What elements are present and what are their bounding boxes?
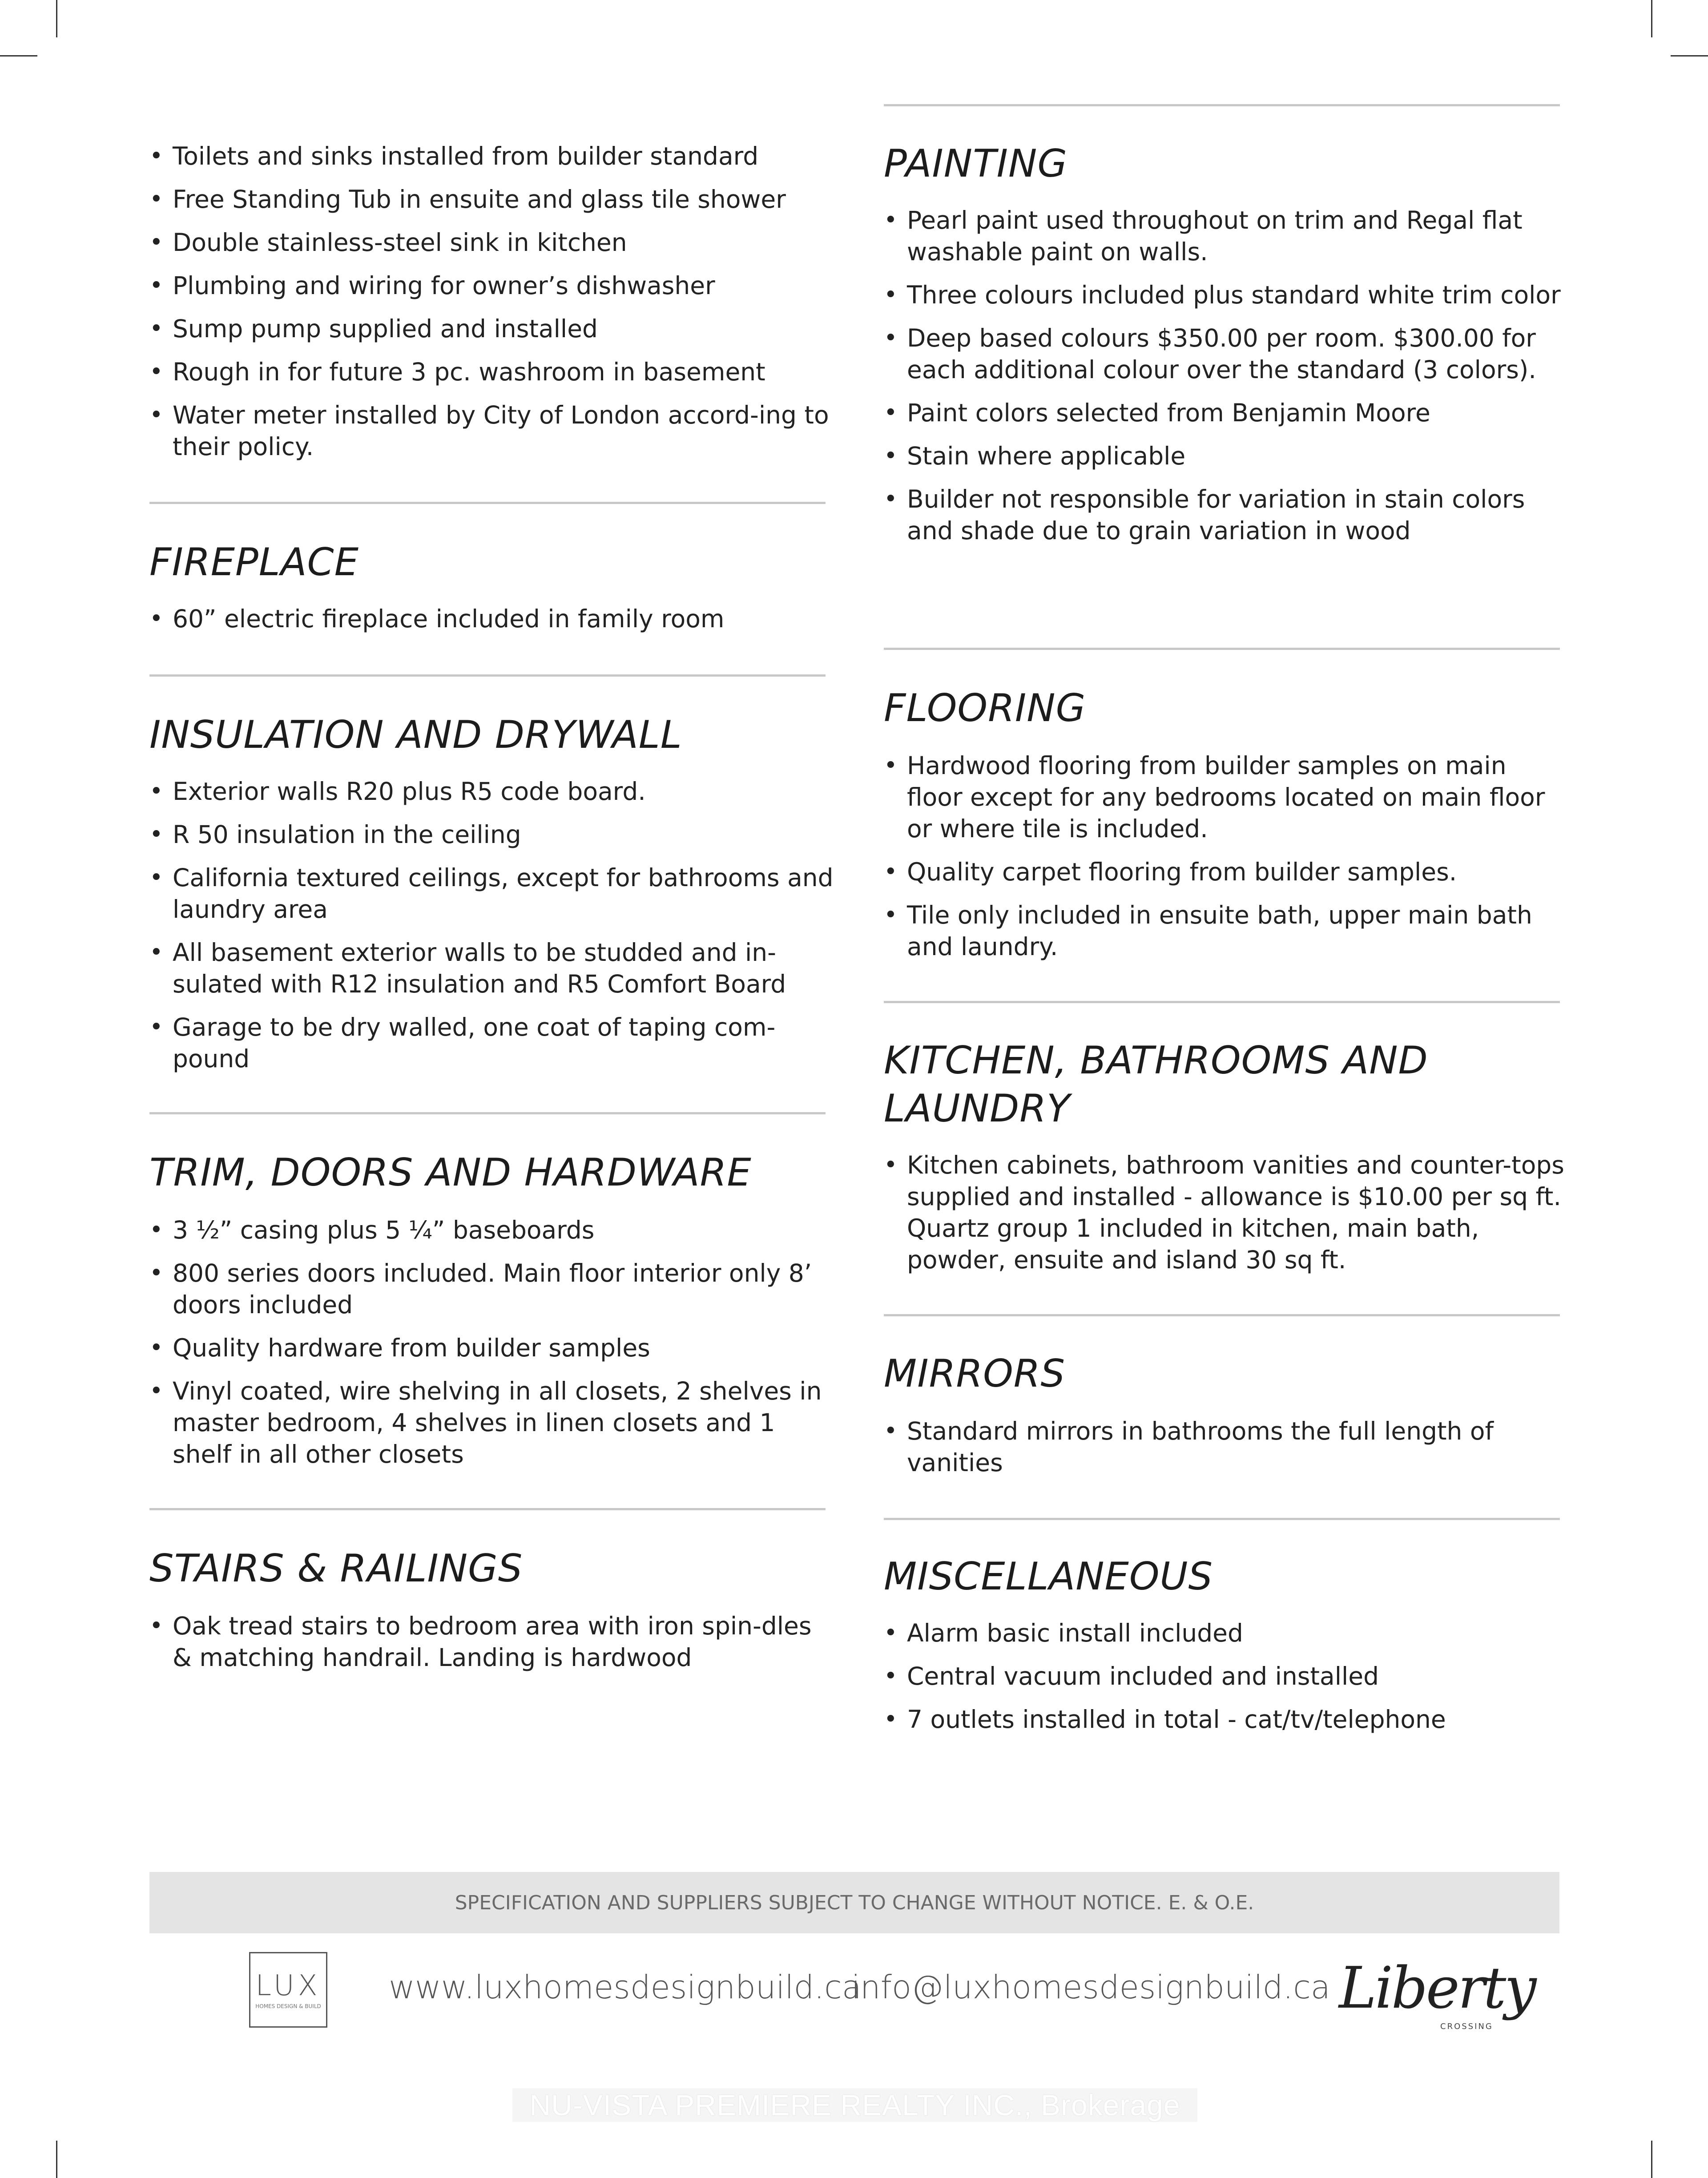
misc-list (884, 1617, 1569, 1747)
trim-list (149, 1214, 834, 1482)
plumbing-list (149, 141, 834, 474)
list-item: • Free Standing Tub in ensuite and glass tile shower (149, 184, 834, 215)
list-item: • California textured ceilings, except for bathrooms and laundry area (149, 862, 834, 925)
crop-mark (56, 0, 57, 37)
list-item: • Quality hardware from builder samples (149, 1332, 834, 1364)
list-item: • All basement exterior walls to be studded and in-sulated with R12 insulation and R5 Comfort Board (149, 937, 834, 1000)
lux-logo-tagline: HOMES DESIGN & BUILD (255, 2003, 321, 2009)
mirrors-list (884, 1416, 1569, 1490)
list-item: • Hardwood flooring from builder samples on main floor except for any bedrooms located on main floor or where tile is included. (884, 750, 1569, 845)
list-item: • Deep based colours $350.00 per room. $300.00 for each additional colour over the standard (3 colors). (884, 323, 1569, 386)
insulation-heading: INSULATION AND DRYWALL (149, 713, 682, 757)
stairs-heading: STAIRS & RAILINGS (149, 1546, 523, 1591)
list-item: • Quality carpet flooring from builder samples. (884, 856, 1569, 888)
list-item: • Stain where applicable (884, 440, 1569, 472)
flooring-list (884, 750, 1569, 974)
crop-mark (1671, 55, 1708, 56)
list-item: • Vinyl coated, wire shelving in all closets, 2 shelves in master bedroom, 4 shelves in linen closets and 1 shelf in all other closets (149, 1375, 834, 1470)
list-item: • Builder not responsible for variation in stain colors and shade due to grain variation in wood (884, 484, 1569, 547)
liberty-logo-sub: CROSSING (1440, 2022, 1493, 2031)
crop-mark (1651, 2141, 1652, 2178)
list-item: • Sump pump supplied and installed (149, 313, 834, 345)
crop-mark (1651, 0, 1652, 37)
list-item: • 60” electric fireplace included in family room (149, 603, 834, 635)
lux-logo (249, 1952, 327, 2028)
email-link[interactable]: info@luxhomesdesignbuild.ca (851, 1968, 1330, 2006)
painting-list (884, 205, 1569, 558)
list-item: • Exterior walls R20 plus R5 code board. (149, 776, 834, 807)
list-item: • 800 series doors included. Main floor interior only 8’ doors included (149, 1258, 834, 1321)
trim-heading: TRIM, DOORS AND HARDWARE (149, 1150, 752, 1195)
misc-heading: MISCELLANEOUS (884, 1554, 1213, 1599)
watermark-text: NU-VISTA PREMIERE REALTY INC., Brokerage (529, 2089, 1180, 2122)
fireplace-list (149, 603, 834, 646)
section-divider (884, 1001, 1560, 1003)
list-item: • Alarm basic install included (884, 1617, 1569, 1649)
crop-mark (56, 2141, 57, 2178)
section-divider (149, 1508, 826, 1510)
liberty-logo-word: Liberty (1339, 1955, 1535, 2021)
fireplace-heading: FIREPLACE (149, 540, 359, 585)
list-item: • Double stainless-steel sink in kitchen (149, 227, 834, 258)
list-item: • 7 outlets installed in total - cat/tv/telephone (884, 1704, 1569, 1735)
list-item: • Paint colors selected from Benjamin Moore (884, 397, 1569, 429)
list-item: • Garage to be dry walled, one coat of taping com-pound (149, 1012, 834, 1075)
section-divider (884, 1518, 1560, 1520)
list-item: • 3 ½” casing plus 5 ¼” baseboards (149, 1214, 834, 1246)
section-divider (884, 104, 1560, 106)
stairs-list (149, 1610, 834, 1685)
disclaimer-bar (149, 1872, 1559, 1933)
list-item: • R 50 insulation in the ceiling (149, 819, 834, 851)
website-link[interactable]: www.luxhomesdesignbuild.ca (389, 1968, 862, 2006)
list-item: • Tile only included in ensuite bath, upper main bath and laundry. (884, 899, 1569, 963)
list-item: • Oak tread stairs to bedroom area with iron spin-dles & matching handrail. Landing is hardwood (149, 1610, 834, 1674)
crop-mark (0, 55, 37, 56)
list-item: • Pearl paint used throughout on trim and Regal flat washable paint on walls. (884, 205, 1569, 268)
kitchen-heading: KITCHEN, BATHROOMS AND LAUNDRY (884, 1038, 1428, 1131)
list-item: • Toilets and sinks installed from builder standard (149, 141, 834, 172)
disclaimer-text: SPECIFICATION AND SUPPLIERS SUBJECT TO CHANGE WITHOUT NOTICE. E. & O.E. (455, 1891, 1254, 1914)
section-divider (884, 648, 1560, 650)
list-item: • Standard mirrors in bathrooms the full length of vanities (884, 1416, 1569, 1479)
list-item: • Central vacuum included and installed (884, 1661, 1569, 1692)
section-divider (149, 502, 826, 504)
insulation-list (149, 776, 834, 1086)
kitchen-list (884, 1150, 1569, 1287)
flooring-heading: FLOORING (884, 686, 1086, 730)
section-divider (149, 1112, 826, 1114)
list-item: • Water meter installed by City of London accord-ing to their policy. (149, 399, 834, 463)
section-divider (149, 674, 826, 677)
mirrors-heading: MIRRORS (884, 1351, 1066, 1396)
liberty-crossing-logo (1339, 1955, 1535, 2044)
section-divider (884, 1314, 1560, 1316)
painting-heading: PAINTING (884, 141, 1068, 186)
brokerage-watermark (512, 2088, 1197, 2122)
list-item: • Kitchen cabinets, bathroom vanities and counter-tops supplied and installed - allowance is $10.00 per sq ft. Quartz group 1 included in kitchen, main bath, powder, ensuite and island 30 sq ft. (884, 1150, 1569, 1276)
lux-logo-word: LUX (255, 1969, 321, 2002)
list-item: • Plumbing and wiring for owner’s dishwasher (149, 270, 834, 302)
list-item: • Rough in for future 3 pc. washroom in basement (149, 356, 834, 388)
list-item: • Three colours included plus standard white trim color (884, 279, 1569, 311)
